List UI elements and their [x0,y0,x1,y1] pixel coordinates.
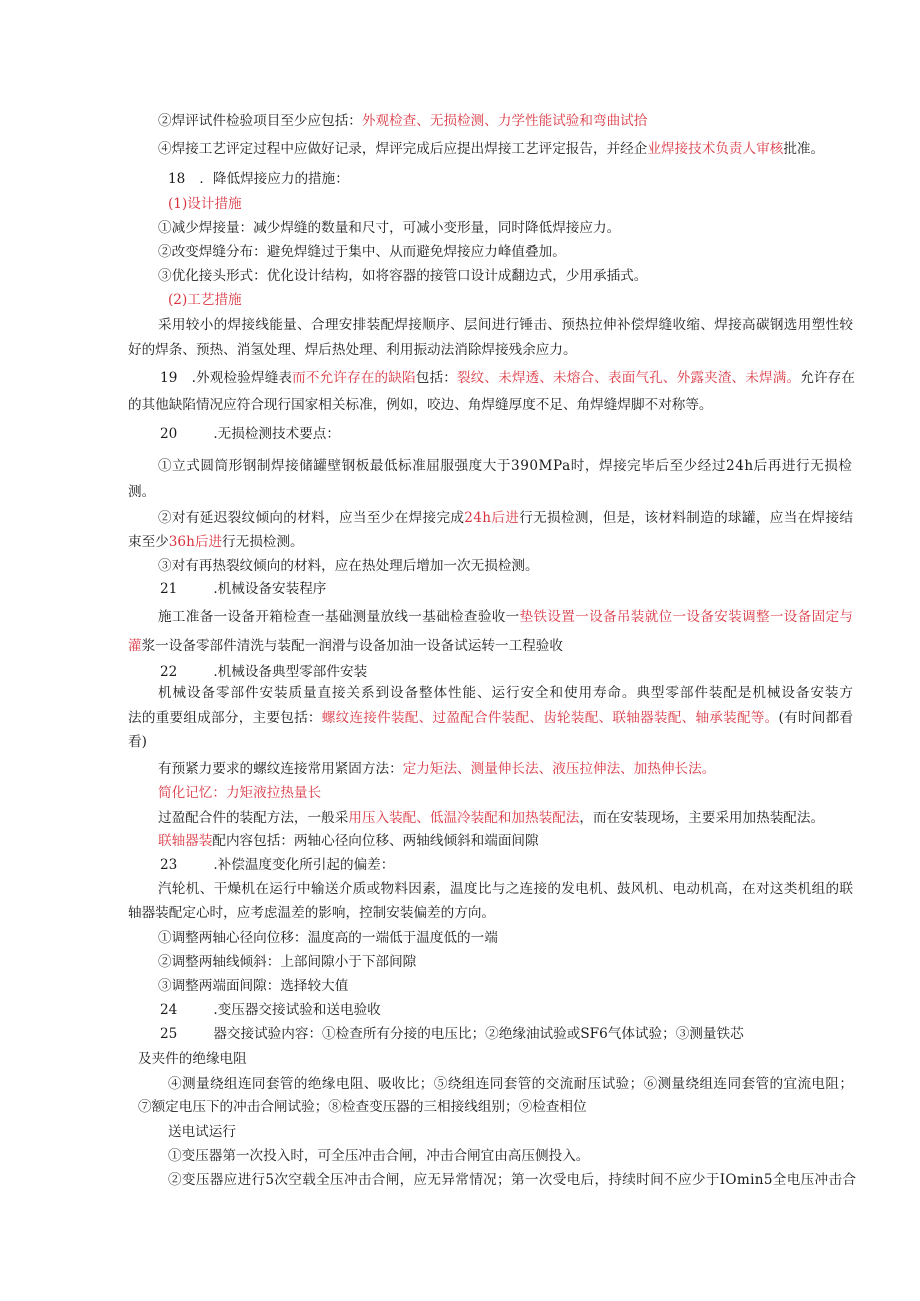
body-text: 束至少 [128,534,169,550]
body-text: 机械设备零部件安装质量直接关系到设备整体性能、运行安全和使用寿命。典型零部件装配是机械设备安装方 [158,685,854,701]
text-line [128,482,155,502]
body-text: 施工准备一设备开箱检查一基础测量放线一基础检查验收一 [158,609,520,625]
highlighted-text: (2)工艺措施 [168,292,242,308]
text-line [158,879,853,899]
highlighted-text: 垫铁设置一设备吊装就位一设备安装调整一设备固定与 [519,609,854,625]
body-text: .变压器交接试验和送电验收 [213,1002,381,1018]
body-text: 批准。 [783,141,825,157]
body-text: 配内容包括：两轴心径向位移、两轴线倾斜和端面间隙 [212,833,539,849]
body-text: 器交接试验内容：①检查所有分接的电压比；②绝缘油试验或SF6气体试验；③测量铁芯 [213,1026,744,1042]
text-line [158,783,321,803]
text-line [158,315,853,335]
text-line [128,395,713,415]
text-line [160,1000,381,1020]
highlighted-text: 简化记忆：力矩液拉热量长 [158,785,322,801]
text-line [128,532,304,552]
text-line [158,831,539,851]
body-text: 法的重要组成部分，主要包括： [128,710,322,726]
body-text: ①减少焊接量：减少焊缝的数量和尺寸，可减小变形量，同时降低焊接应力。 [158,220,621,236]
text-line [160,424,340,444]
body-text: 24 [160,1002,178,1018]
body-text: .机械设备典型零部件安装 [213,664,368,680]
text-line [158,242,566,262]
text-line [158,218,620,238]
text-line [158,139,824,159]
text-line [138,1097,587,1117]
text-line [158,607,853,627]
body-text: ③调整两端面间隙：选择较大值 [158,978,349,994]
body-text: 的其他缺陷情况应符合现行国家相关标准，例如，咬边、角焊缝厚度不足、角焊缝焊脚不对称等。 [128,397,713,413]
body-text: 及夹件的绝缘电阻 [138,1051,247,1067]
body-text: 19 [160,370,178,386]
text-line [158,976,348,996]
text-line [168,1074,853,1094]
body-text: 18 [168,171,186,187]
text-line [158,928,498,948]
highlighted-text: 裂纹、未焊透、未熔合、表面气孔、外露夹渣、未焊满。 [456,370,801,386]
body-text: ．降低焊接应力的措施： [199,171,349,187]
highlighted-text: 24h后进 [464,510,520,526]
highlighted-text: 外观检查、无损检测、力学性能试验和弯曲试拾 [361,113,648,129]
body-text: 允许存在 [800,370,856,386]
body-text: ⑦额定电压下的冲击合闸试验；⑧检查变压器的三相接线组别；⑨检查相位 [138,1099,587,1115]
body-text: 轴器装配定心时，应考虑温差的影响，控制安装偏差的方向。 [128,905,496,921]
text-line [168,290,242,310]
body-text: .补偿温度变化所引起的偏差： [213,857,395,873]
highlighted-text: 灌 [128,638,142,654]
highlighted-text: 用压入装配、低温冷装配和加热装配法 [348,810,580,826]
body-text: 21 [160,581,178,597]
body-text: 浆一设备零部件清洗与装配一润滑与设备加油一设备试运转一工程验收 [141,638,563,654]
text-line [128,636,563,656]
body-text: 包括： [415,370,457,386]
body-text: ①变压器第一次投入时，可全压冲击合闸，冲击合闸宜由高压侧投入。 [168,1148,590,1164]
body-text: 23 [160,857,178,873]
body-text: 汽轮机、干燥机在运行中输送介质或物料因素，温度比与之连接的发电机、鼓风机、电动机高，在对这类机组的联 [158,881,854,897]
body-text: 过盈配合件的装配方法，一般采 [158,810,349,826]
body-text: 有预紧力要求的螺纹连接常用紧固方法： [158,761,403,777]
text-line [128,340,577,360]
body-text: ③对有再热裂纹倾向的材料，应在热处理后增加一次无损检测。 [158,558,539,574]
text-line [128,732,147,752]
body-text: ②改变焊缝分布：避免焊缝过于集中、从而避免焊接应力峰值叠加。 [158,244,566,260]
highlighted-text: 定力矩法、测量伸长法、液压拉伸法、加热伸长法。 [402,761,716,777]
text-line [160,579,326,599]
text-line [160,662,367,682]
body-text: .外观检验焊缝表 [191,370,293,386]
body-text: 行无损检测，但是，该材料制造的球罐，应当在焊接结 [519,510,854,526]
text-line [158,683,854,703]
text-line [160,368,855,388]
body-text: ①立式圆筒形钢制焊接储罐壁钢板最低标准屈服强度大于390MPa时，焊接完毕后至少经过24h后再进行无损检 [158,458,853,474]
text-line [128,708,853,728]
body-text: ②调整两轴线倾斜：上部间隙小于下部间隙 [158,954,417,970]
text-line [160,1024,744,1044]
text-line [168,1146,589,1166]
text-line [158,111,647,131]
highlighted-text: 业焊接技术负责人审核 [647,141,784,157]
highlighted-text: 而不允许存在的缺陷 [292,370,416,386]
body-text: 25 [160,1026,178,1042]
body-text: ②焊评试件检验项目至少应包括： [158,113,362,129]
body-text: 行无损检测。 [222,534,304,550]
body-text: ，而在安装现场，主要采用加热装配法。 [579,810,825,826]
text-line [158,456,853,476]
highlighted-text: 螺纹连接件装配、过盈配合件装配、齿轮装配、联轴器装配、轴承装配等。 [321,710,779,726]
body-text: ②变压器应进行5次空载全压冲击合闸，应无异常情况；第一次受电后，持续时间不应少于IOmin5全电压冲击合 [168,1172,857,1188]
text-line [158,508,853,528]
body-text: ④测量绕组连同套管的绝缘电阻、吸收比；⑤绕组连同套管的交流耐压试验；⑥测量绕组连同套管的宜流电阻； [168,1076,854,1092]
highlighted-text: 联轴器装 [158,833,213,849]
highlighted-text: 36h后进 [168,534,223,550]
body-text: .无损检测技术要点： [213,426,340,442]
body-text: ③优化接头形式：优化设计结构，如将容器的接管口设计成翻边式，少用承插式。 [158,268,648,284]
body-text: ②对有延迟裂纹倾向的材料，应当至少在焊接完成 [158,510,465,526]
body-text: 22 [160,664,178,680]
text-line [158,952,416,972]
body-text: ①调整两轴心径向位移：温度高的一端低于温度低的一端 [158,930,498,946]
body-text: .机械设备安装程序 [213,581,327,597]
text-line [168,1170,856,1190]
text-line [168,1122,236,1142]
text-line [128,903,495,923]
text-line [160,855,394,875]
text-line [158,556,539,576]
body-text: 测。 [128,484,156,500]
highlighted-text: (1)设计措施 [168,196,242,212]
text-line [138,1049,247,1069]
body-text: 送电试运行 [168,1124,236,1140]
body-text: (有时间都看 [778,710,854,726]
body-text: 好的焊条、预热、消氢处理、焊后热处理、利用振动法消除焊接残余应力。 [128,342,577,358]
body-text: 采用较小的焊接线能量、合理安排装配焊接顺序、层间进行锤击、预热拉伸补偿焊缝收缩、焊接高碳钢选用塑性较 [158,317,854,333]
body-text: 看) [128,734,147,750]
body-text: 20 [160,426,178,442]
text-line [158,808,824,828]
text-line [168,194,242,214]
text-line [168,169,349,189]
text-line [158,759,715,779]
text-line [158,266,647,286]
body-text: ④焊接工艺评定过程中应做好记录，焊评完成后应提出焊接工艺评定报告，并经企 [158,141,648,157]
